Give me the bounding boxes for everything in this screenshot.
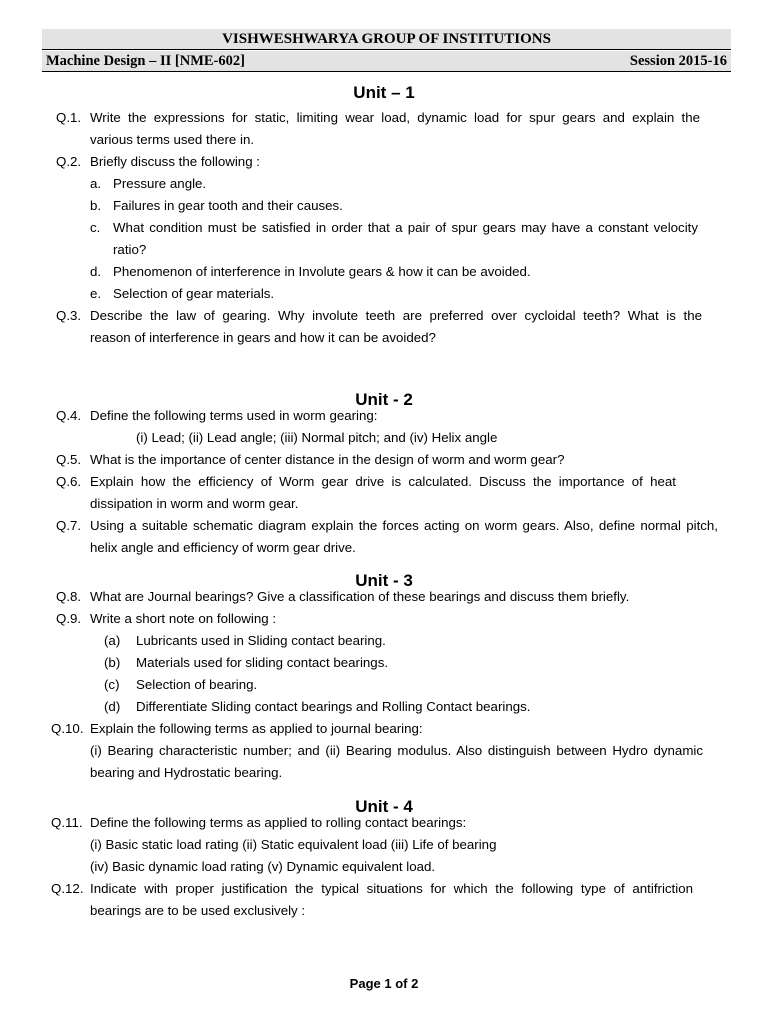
question-line: [0, 107, 768, 129]
question-text: Write the expressions for static, limiting wear load, dynamic load for spur gears and explain the: [90, 110, 700, 125]
unit-heading: Unit - 4: [355, 797, 413, 816]
question-line: [0, 652, 768, 674]
question-number: e.: [90, 286, 102, 301]
unit-heading: Unit - 3: [355, 571, 413, 590]
question-line: [0, 762, 768, 784]
question-text: Define the following terms used in worm gearing:: [90, 408, 378, 423]
question-number: Q.8.: [56, 589, 82, 604]
question-line: [0, 696, 768, 718]
question-text: bearing and Hydrostatic bearing.: [90, 765, 283, 780]
question-number: Q.10.: [51, 721, 84, 736]
question-text: (i) Bearing characteristic number; and (ii) Bearing modulus. Also distinguish between Hydro dynamic: [90, 743, 703, 758]
course-name: Machine Design – II [NME-602]: [46, 53, 245, 69]
question-number: (a): [104, 633, 121, 648]
question-number: (c): [104, 677, 120, 692]
question-line: [0, 129, 768, 151]
question-number: Q.9.: [56, 611, 82, 626]
question-line: [0, 586, 768, 608]
unit-heading: Unit - 2: [355, 390, 413, 409]
question-text: Write a short note on following :: [90, 611, 277, 626]
question-number: (d): [104, 699, 121, 714]
question-number: Q.5.: [56, 452, 82, 467]
institution-title: VISHWESHWARYA GROUP OF INSTITUTIONS: [42, 29, 731, 49]
question-text: reason of interference in gears and how it can be avoided?: [90, 330, 436, 345]
question-number: Q.3.: [56, 308, 82, 323]
question-text: Lubricants used in Sliding contact bearing.: [136, 633, 386, 648]
session-label: Session 2015-16: [629, 53, 727, 69]
question-number: Q.6.: [56, 474, 82, 489]
question-text: Explain how the efficiency of Worm gear drive is calculated. Discuss the importance of heat: [90, 474, 676, 489]
question-line: [0, 283, 768, 305]
question-line: [0, 217, 768, 239]
question-text: helix angle and efficiency of worm gear drive.: [90, 540, 356, 555]
question-text: various terms used there in.: [90, 132, 255, 147]
question-line: [0, 305, 768, 327]
question-text: Describe the law of gearing. Why involute teeth are preferred over cycloidal teeth? What is the: [90, 308, 702, 323]
question-line: [0, 740, 768, 762]
question-number: b.: [90, 198, 102, 213]
question-text: What is the importance of center distance in the design of worm and worm gear?: [90, 452, 565, 467]
question-line: [0, 449, 768, 471]
question-text: Indicate with proper justification the typical situations for which the following type of antifriction: [90, 881, 693, 896]
question-text: Pressure angle.: [113, 176, 207, 191]
unit-heading: Unit – 1: [353, 83, 415, 102]
question-number: (b): [104, 655, 121, 670]
question-number: Q.2.: [56, 154, 82, 169]
question-number: Q.7.: [56, 518, 82, 533]
question-line: [0, 261, 768, 283]
question-text: Selection of gear materials.: [113, 286, 275, 301]
question-number: c.: [90, 220, 101, 235]
question-line: [0, 718, 768, 740]
question-number: Q.4.: [56, 408, 82, 423]
question-line: [0, 405, 768, 427]
question-text: ratio?: [113, 242, 147, 257]
question-text: What condition must be satisfied in order that a pair of spur gears may have a constant velocity: [113, 220, 698, 235]
question-text: (i) Basic static load rating (ii) Static equivalent load (iii) Life of bearing: [90, 837, 497, 852]
question-number: a.: [90, 176, 102, 191]
question-text: Explain the following terms as applied to journal bearing:: [90, 721, 423, 736]
question-line: [0, 812, 768, 834]
question-text: Define the following terms as applied to rolling contact bearings:: [90, 815, 467, 830]
question-line: [0, 427, 768, 449]
question-number: Q.1.: [56, 110, 82, 125]
question-text: Using a suitable schematic diagram explain the forces acting on worm gears. Also, define normal pitch,: [90, 518, 718, 533]
question-text: dissipation in worm and worm gear.: [90, 496, 299, 511]
question-line: [0, 900, 768, 922]
question-number: Q.11.: [51, 815, 83, 830]
question-number: d.: [90, 264, 102, 279]
question-line: [0, 471, 768, 493]
course-bar: [42, 51, 731, 71]
question-line: [0, 515, 768, 537]
question-number: Q.12.: [51, 881, 84, 896]
question-line: [0, 173, 768, 195]
question-line: [0, 630, 768, 652]
question-text: Failures in gear tooth and their causes.: [113, 198, 343, 213]
question-text: (iv) Basic dynamic load rating (v) Dynamic equivalent load.: [90, 859, 436, 874]
question-text: Differentiate Sliding contact bearings and Rolling Contact bearings.: [136, 699, 531, 714]
question-line: [0, 856, 768, 878]
header-rule: [42, 49, 731, 50]
question-text: bearings are to be used exclusively :: [90, 903, 306, 918]
question-text: What are Journal bearings? Give a classification of these bearings and discuss them briefly.: [90, 589, 630, 604]
question-line: [0, 674, 768, 696]
question-line: [0, 608, 768, 630]
course-rule: [42, 71, 731, 72]
question-line: [0, 537, 768, 559]
question-line: [0, 239, 768, 261]
question-text: (i) Lead; (ii) Lead angle; (iii) Normal pitch; and (iv) Helix angle: [136, 430, 498, 445]
question-text: Materials used for sliding contact bearings.: [136, 655, 389, 670]
question-line: [0, 327, 768, 349]
question-text: Selection of bearing.: [136, 677, 258, 692]
question-text: Briefly discuss the following :: [90, 154, 260, 169]
question-line: [0, 151, 768, 173]
question-line: [0, 493, 768, 515]
question-text: Phenomenon of interference in Involute gears & how it can be avoided.: [113, 264, 531, 279]
question-line: [0, 195, 768, 217]
page-number: Page 1 of 2: [349, 976, 419, 991]
question-line: [0, 878, 768, 900]
question-line: [0, 834, 768, 856]
